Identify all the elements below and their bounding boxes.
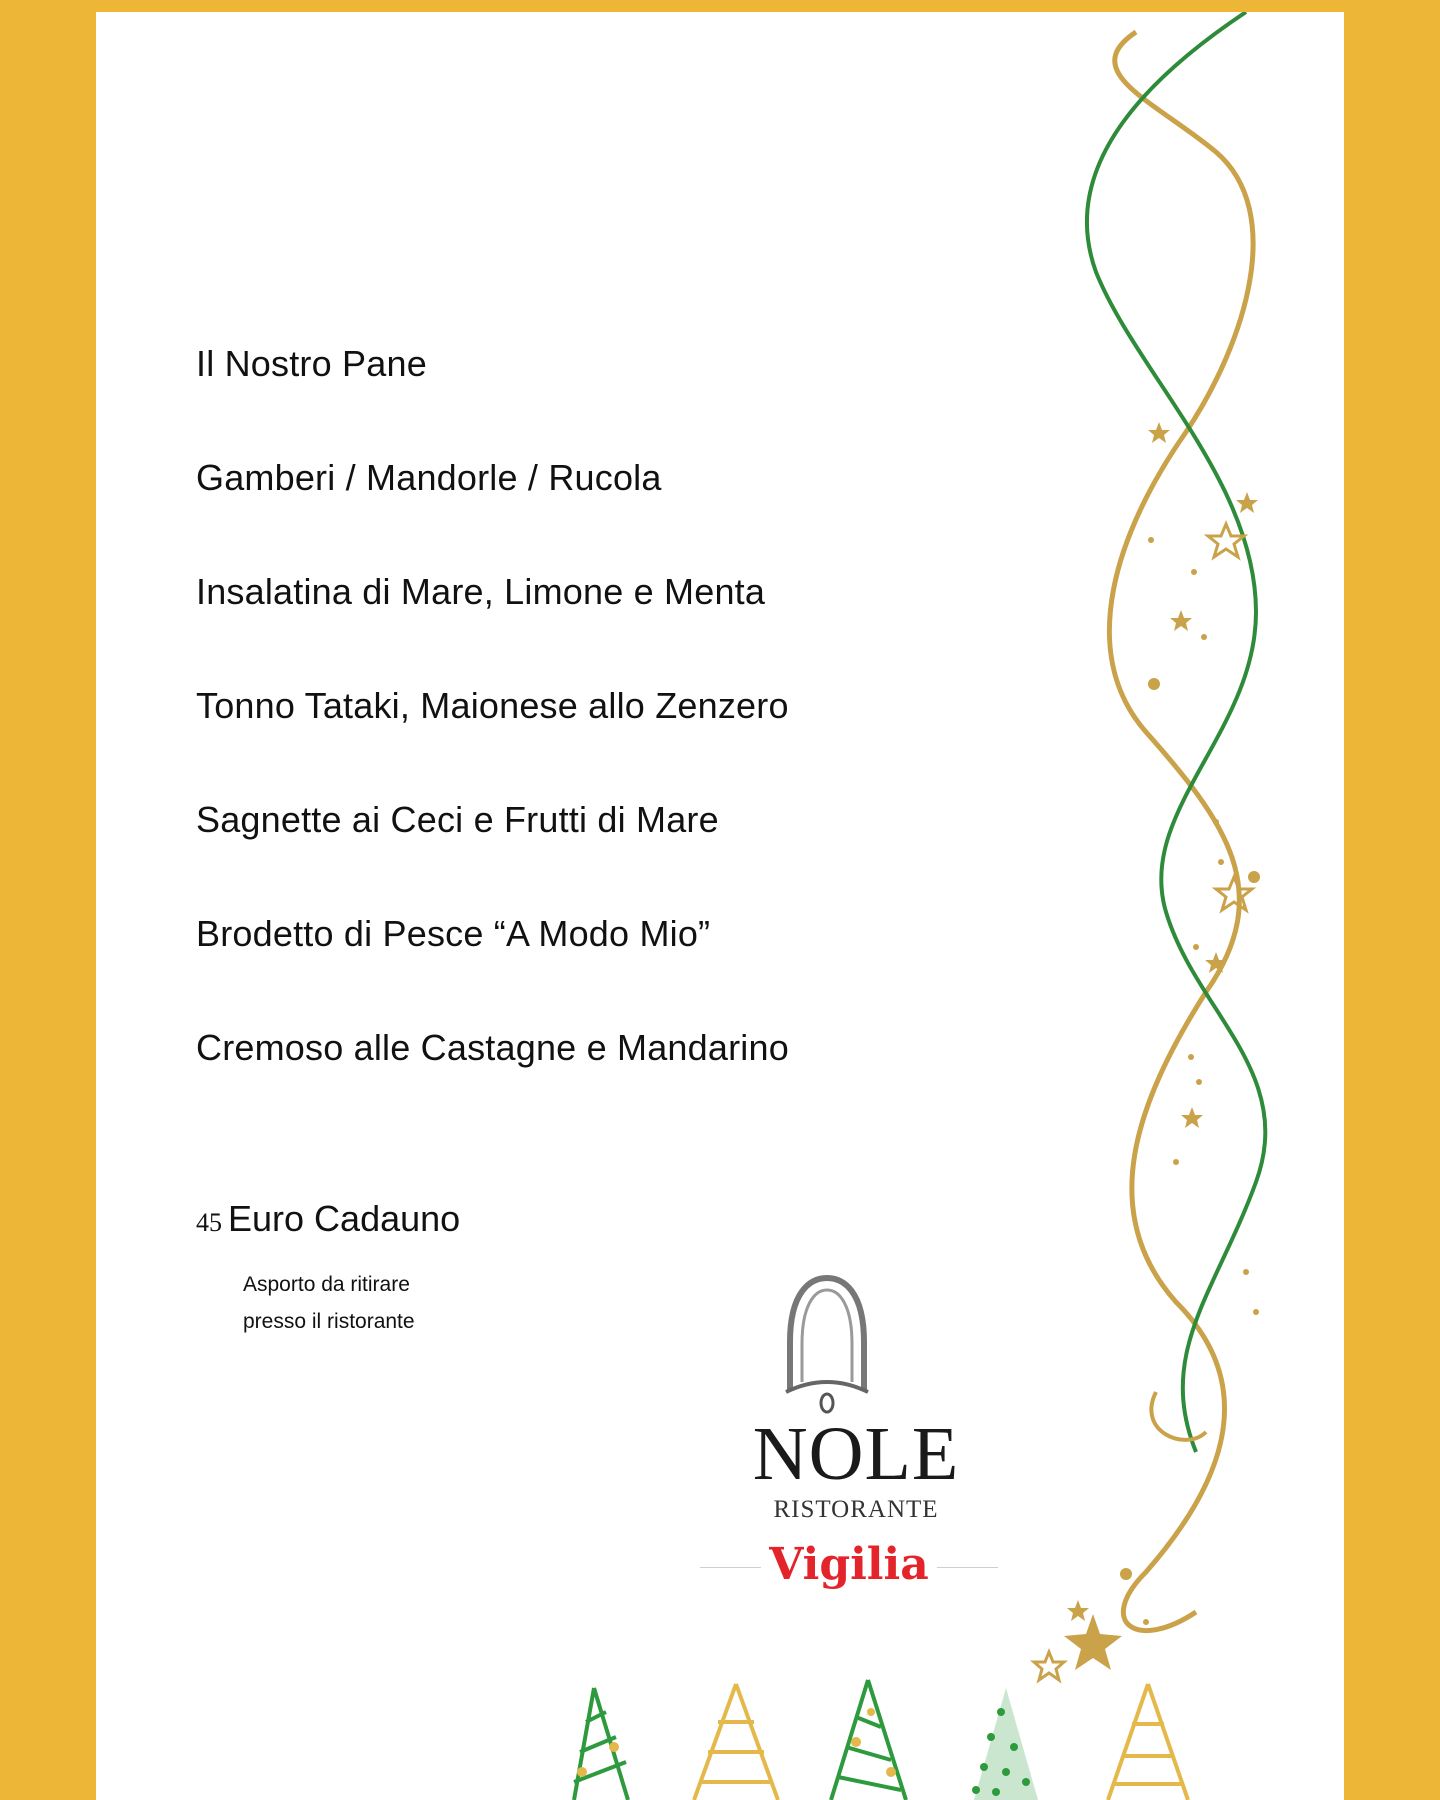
menu-item: Cremoso alle Castagne e Mandarino <box>196 1027 789 1068</box>
event-title <box>700 1539 998 1590</box>
ribbon-green <box>1087 12 1265 1452</box>
menu-item: Insalatina di Mare, Limone e Menta <box>196 571 766 612</box>
christmas-tree-icon <box>574 1680 1188 1800</box>
menu-list <box>196 342 789 1140</box>
menu-item: Brodetto di Pesce “A Modo Mio” <box>196 913 711 954</box>
takeaway-line: Asporto da ritirare <box>243 1273 410 1296</box>
price-line <box>196 1198 460 1240</box>
price-amount: 45 <box>196 1208 222 1237</box>
menu-item: Tonno Tataki, Maionese allo Zenzero <box>196 685 789 726</box>
menu-item: Il Nostro Pane <box>196 343 427 384</box>
menu-item: Gamberi / Mandorle / Rucola <box>196 457 662 498</box>
restaurant-subtitle: RISTORANTE <box>773 1496 939 1523</box>
star-icon <box>1034 524 1252 1680</box>
event-title-text: Vigilia <box>761 1539 937 1590</box>
takeaway-note <box>243 1266 415 1340</box>
menu-page <box>96 12 1344 1800</box>
price-label: Euro Cadauno <box>228 1198 461 1239</box>
restaurant-name: NOLE <box>752 1412 960 1496</box>
takeaway-line: presso il ristorante <box>243 1310 415 1333</box>
menu-item: Sagnette ai Ceci e Frutti di Mare <box>196 799 719 840</box>
bell-icon <box>782 1272 872 1422</box>
